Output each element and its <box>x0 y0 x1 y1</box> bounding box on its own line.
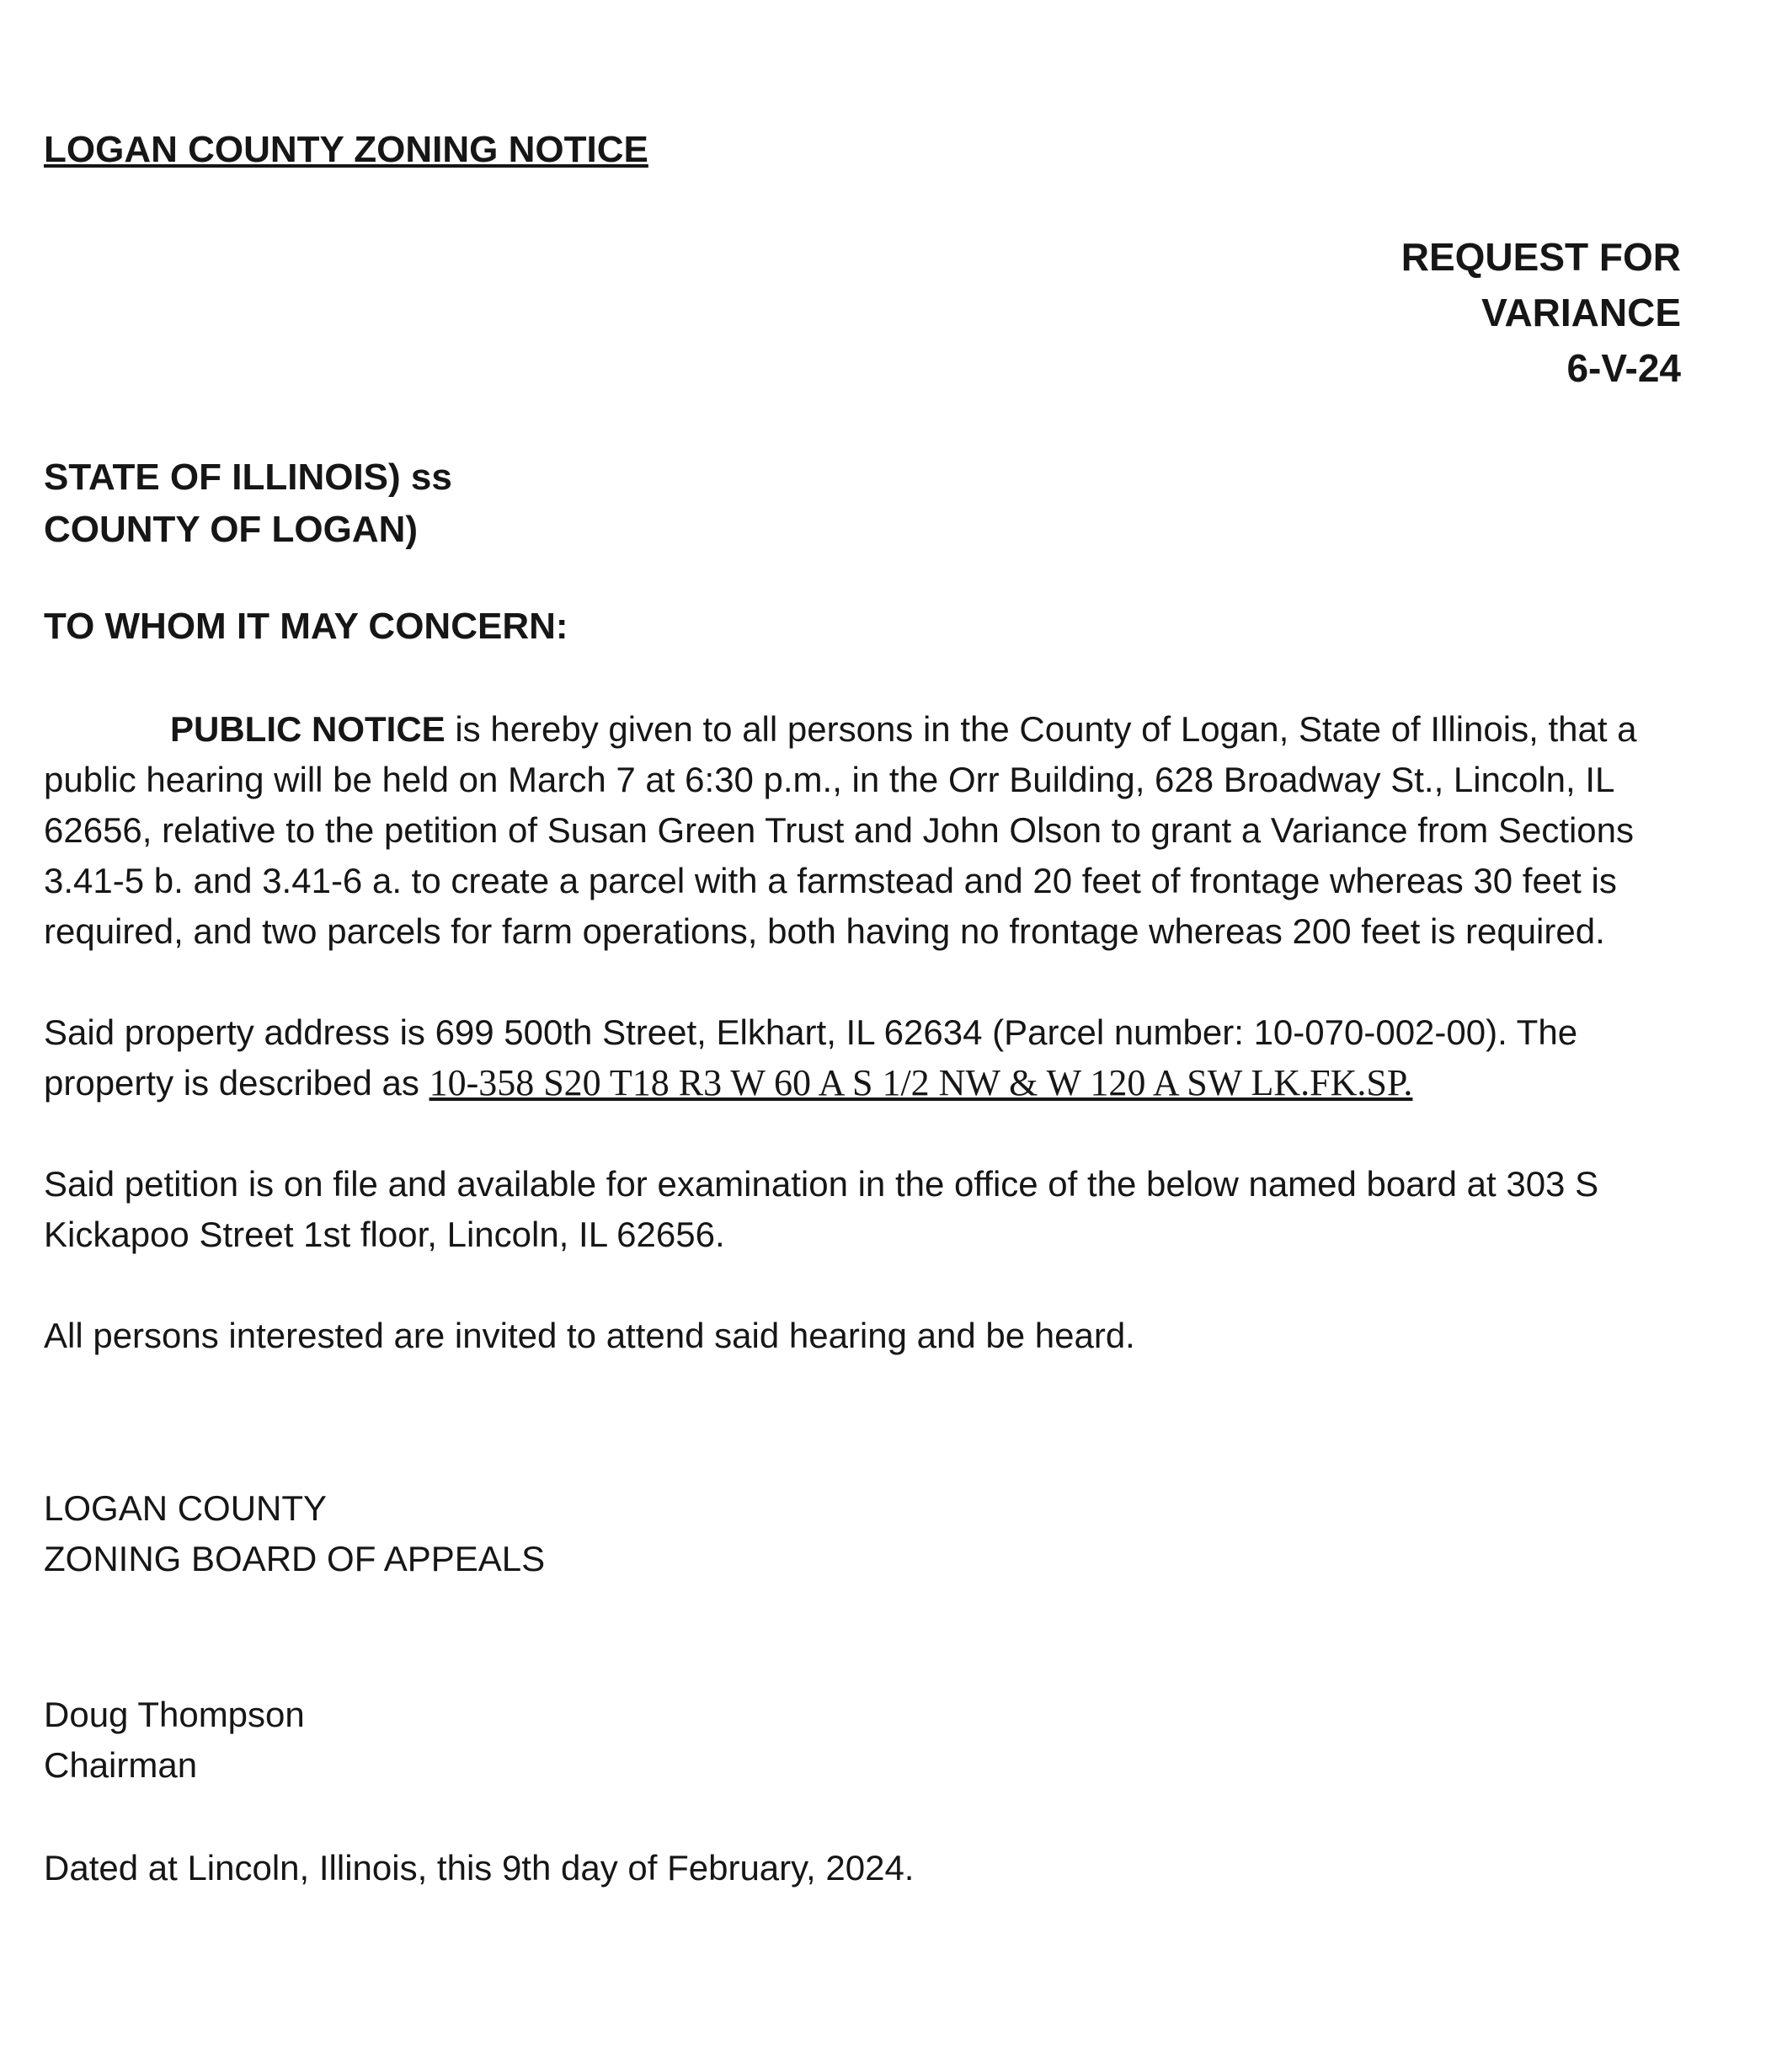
signer-title: Chairman <box>44 1745 198 1785</box>
county-line: COUNTY OF LOGAN) <box>44 509 419 550</box>
request-block <box>44 229 1689 396</box>
property-address-text: Said property address is 699 500th Street, Elkhart, IL 62634 (Parcel number: 10-070-002-00). The property is described as <box>44 1012 1578 1103</box>
public-notice-paragraph <box>44 704 1689 957</box>
petition-paragraph: Said petition is on file and available for examination in the office of the below named board at 303 S Kickapoo Street 1st floor, Lincoln, IL 62656. <box>44 1164 1599 1254</box>
case-number: 6-V-24 <box>1566 346 1681 390</box>
document-title: LOGAN COUNTY ZONING NOTICE <box>44 129 648 170</box>
signature-block <box>44 1690 1689 1791</box>
signer-name: Doug Thompson <box>44 1695 305 1734</box>
board-line-2: ZONING BOARD OF APPEALS <box>44 1539 546 1578</box>
legal-description: 10-358 S20 T18 R3 W 60 A S 1/2 NW & W 120 A SW LK.FK.SP. <box>429 1062 1413 1103</box>
request-line-2: VARIANCE <box>1481 291 1681 334</box>
state-county-block <box>44 451 1689 556</box>
salutation: TO WHOM IT MAY CONCERN: <box>44 606 568 647</box>
board-block <box>44 1483 1689 1584</box>
state-line: STATE OF ILLINOIS) ss <box>44 457 452 498</box>
dated-line: Dated at Lincoln, Illinois, this 9th day of February, 2024. <box>44 1848 915 1888</box>
board-line-1: LOGAN COUNTY <box>44 1488 328 1528</box>
request-line-1: REQUEST FOR <box>1401 235 1681 279</box>
public-notice-body: is hereby given to all persons in the County of Logan, State of Illinois, that a public hearing will be held on March 7 at 6:30 p.m., in the Orr Building, 628 Broadway St., Lincoln, IL 62656, relative to the petition of Susan Green Trust and John Olson to grant a Variance from Sections 3.41-5 b. and 3.41-6 a. to create a parcel with a farmstead and 20 feet of frontage whereas 30 feet is required, and two parcels for farm operations, both having no frontage whereas 200 feet is required. <box>44 709 1637 951</box>
property-paragraph <box>44 1007 1689 1108</box>
public-notice-lead: PUBLIC NOTICE <box>170 709 446 749</box>
attendance-paragraph: All persons interested are invited to attend said hearing and be heard. <box>44 1316 1135 1355</box>
